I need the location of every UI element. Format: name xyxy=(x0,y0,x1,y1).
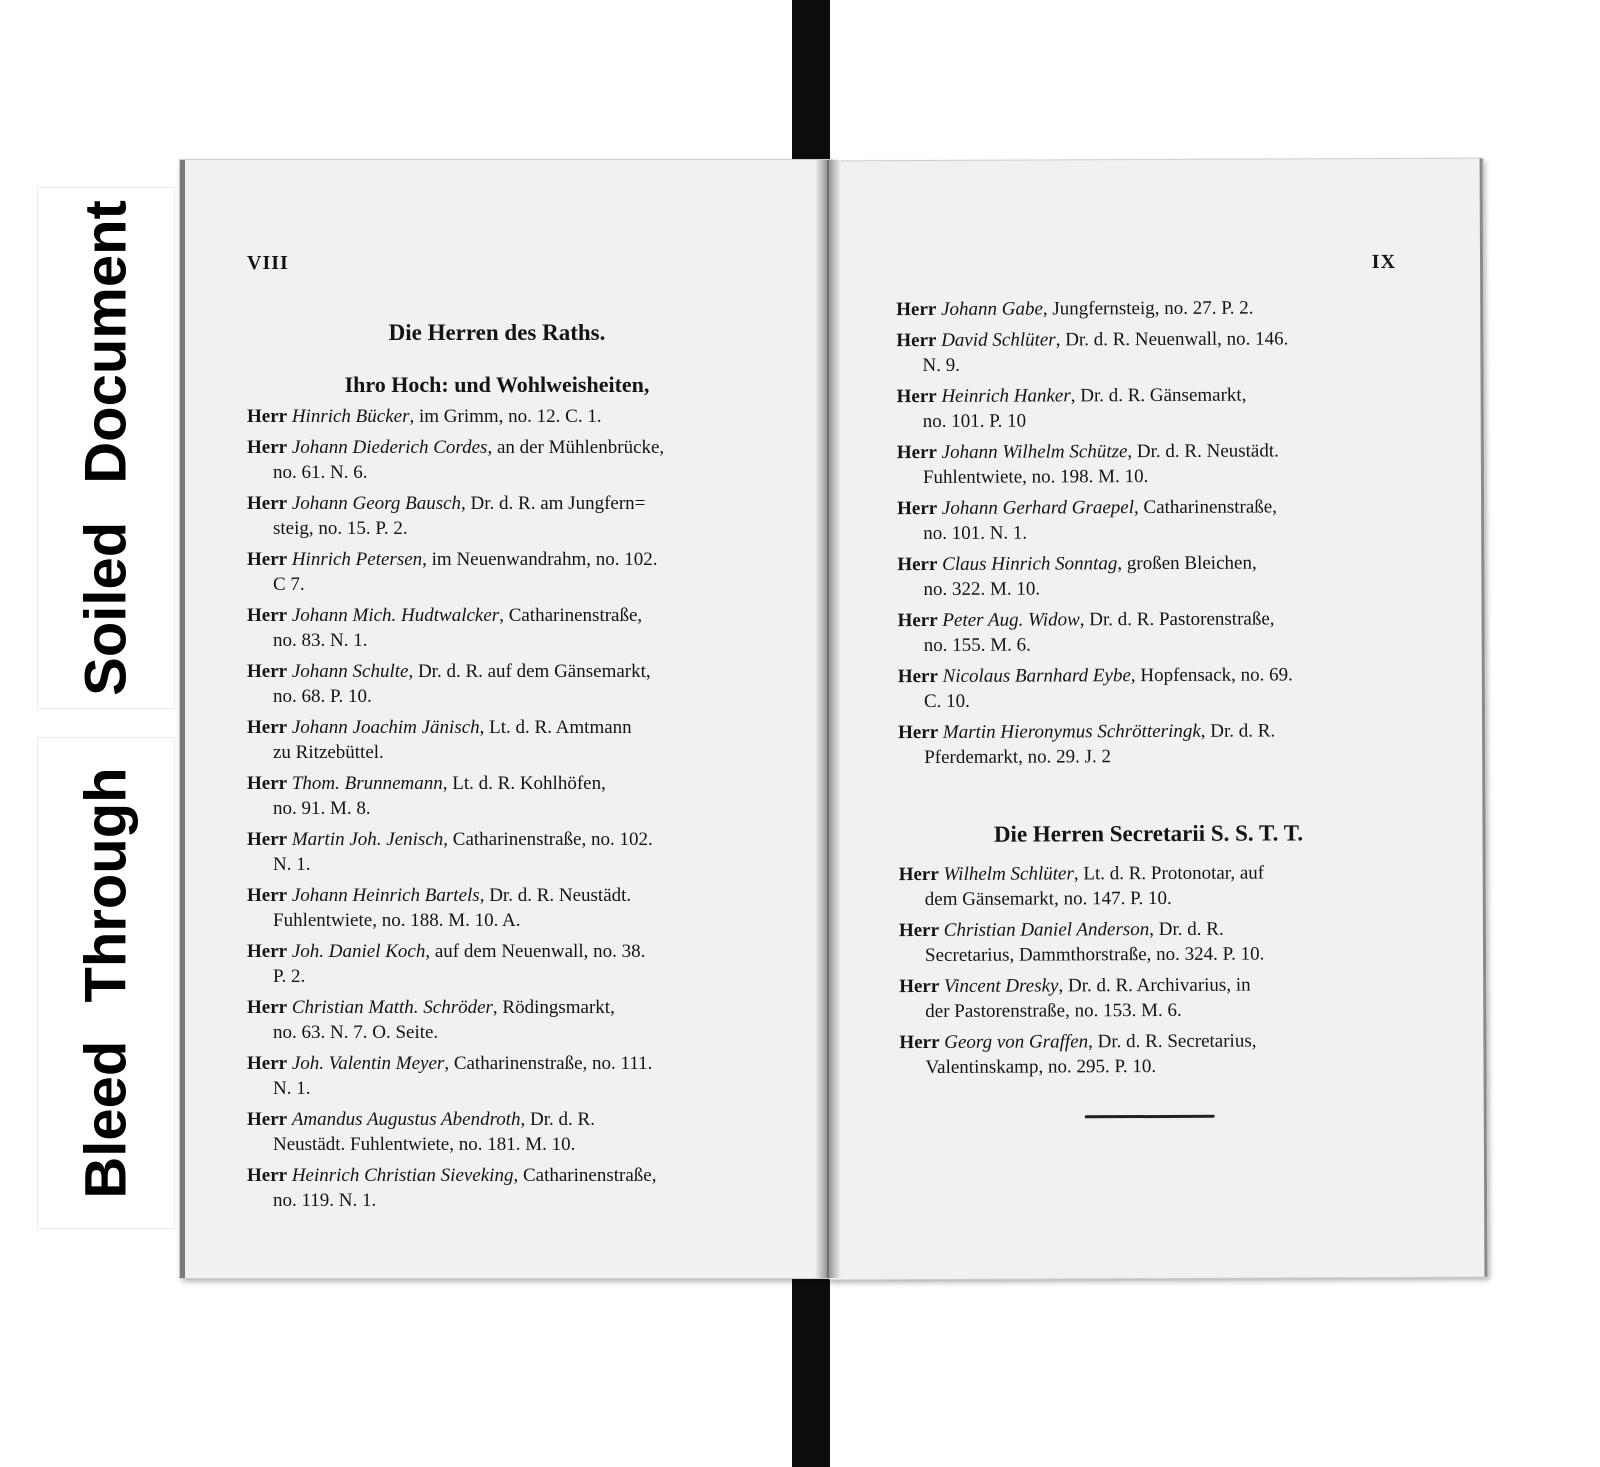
bleed-through-text: Bleed Through xyxy=(73,767,139,1199)
entry-continuation: N. 9. xyxy=(922,354,960,377)
left-page xyxy=(180,160,832,1278)
list-item xyxy=(247,827,747,877)
secretarii-heading: Die Herren Secretarii S. S. T. T. xyxy=(993,820,1304,847)
entry-line xyxy=(899,863,1265,886)
entry-name: Martin Hieronymus Schrötteringk xyxy=(942,720,1201,743)
entry-name: Joh. Daniel Koch xyxy=(291,941,426,962)
entry-title: Herr xyxy=(897,609,938,632)
entry-title: Herr xyxy=(247,717,288,738)
entry-line xyxy=(247,661,651,682)
entry-title: Herr xyxy=(896,329,937,352)
right-page-content xyxy=(896,295,1400,1119)
entry-continuation: no. 101. N. 1. xyxy=(923,522,1028,545)
entry-title: Herr xyxy=(896,385,937,408)
entry-name: Johann Wilhelm Schütze xyxy=(941,441,1128,463)
entry-continuation: no. 61. N. 6. xyxy=(273,462,368,483)
list-item xyxy=(247,547,747,597)
list-item xyxy=(247,995,747,1045)
entry-address: , Catharinenstraße, no. 111. xyxy=(444,1053,653,1074)
left-page-content xyxy=(247,320,747,1219)
entry-line xyxy=(247,717,632,738)
list-item xyxy=(247,603,747,653)
book-gutter xyxy=(815,160,841,1278)
entry-line xyxy=(247,941,645,962)
entry-name: Johann Mich. Hudtwalcker xyxy=(291,605,500,626)
entry-title: Herr xyxy=(247,437,288,458)
entry-title: Herr xyxy=(897,497,938,520)
entry-continuation: no. 83. N. 1. xyxy=(273,630,368,651)
entry-address: , Dr. d. R. xyxy=(520,1109,595,1130)
entry-line xyxy=(247,406,602,427)
entry-title: Herr xyxy=(899,975,940,998)
entry-name: Christian Daniel Anderson xyxy=(943,919,1150,941)
entry-continuation: zu Ritzebüttel. xyxy=(273,742,384,763)
entry-address: , Hopfensack, no. 69. xyxy=(1130,664,1293,687)
entry-continuation: dem Gänsemarkt, no. 147. P. 10. xyxy=(924,887,1172,911)
list-item xyxy=(247,939,747,989)
entry-continuation xyxy=(896,320,1396,322)
entry-address: , großen Bleichen, xyxy=(1117,552,1257,575)
entry-title: Herr xyxy=(247,829,288,850)
entry-address: , Catharinenstraße, xyxy=(499,605,643,626)
entry-address: , Dr. d. R. Neuenwall, no. 146. xyxy=(1055,328,1289,351)
entry-continuation: steig, no. 15. P. 2. xyxy=(273,518,408,539)
entry-name: Heinrich Hanker xyxy=(941,385,1071,407)
list-item xyxy=(899,860,1399,912)
entry-name: Johann Georg Bausch xyxy=(291,493,462,514)
entry-continuation: no. 68. P. 10. xyxy=(273,686,372,707)
entry-continuation: Neustädt. Fuhlentwiete, no. 181. M. 10. xyxy=(273,1134,576,1155)
entry-address: , Dr. d. R. auf dem Gänsemarkt, xyxy=(408,661,651,682)
entry-line xyxy=(898,720,1275,743)
entry-continuation: C 7. xyxy=(273,574,305,595)
entry-address: , Lt. d. R. Protonotar, auf xyxy=(1073,862,1265,885)
secretarii-list xyxy=(899,860,1400,1080)
entry-name: Johann Joachim Jänisch xyxy=(291,717,480,738)
entry-line xyxy=(247,829,653,850)
entry-title: Herr xyxy=(898,863,939,886)
entry-continuation: no. 91. M. 8. xyxy=(273,798,371,819)
entry-line xyxy=(897,440,1279,463)
list-item xyxy=(247,491,747,541)
list-item xyxy=(247,771,747,821)
entry-address: , Dr. d. R. Neustädt. xyxy=(479,885,632,906)
entry-continuation: der Pastorenstraße, no. 153. M. 6. xyxy=(925,999,1182,1023)
page-number-left: VIII xyxy=(247,252,289,274)
list-item xyxy=(247,715,747,765)
entry-continuation: no. 63. N. 7. O. Seite. xyxy=(273,1022,439,1043)
entry-title: Herr xyxy=(247,941,288,962)
entry-title: Herr xyxy=(896,441,937,464)
entry-address: , Dr. d. R. Archivarius, in xyxy=(1058,974,1251,997)
entry-address: , Jungfernsteig, no. 27. P. 2. xyxy=(1042,297,1254,320)
entry-address: , Dr. d. R. Secretarius, xyxy=(1088,1030,1257,1053)
entry-continuation: C. 10. xyxy=(923,690,970,713)
list-item xyxy=(899,972,1399,1024)
entry-line xyxy=(899,1031,1256,1054)
entry-address: , Lt. d. R. Amtmann xyxy=(479,717,632,738)
entry-continuation: no. 155. M. 6. xyxy=(923,634,1031,657)
entry-line xyxy=(896,298,1253,321)
entry-continuation: no. 322. M. 10. xyxy=(923,578,1041,601)
entry-line xyxy=(247,1053,652,1074)
entry-name: Hinrich Petersen xyxy=(291,549,423,570)
entry-continuation: no. 101. P. 10 xyxy=(922,410,1027,433)
entry-continuation: Pferdemarkt, no. 29. J. 2 xyxy=(924,746,1112,769)
entry-title: Herr xyxy=(897,553,938,576)
binding-strap-top xyxy=(792,0,830,168)
entry-name: Vincent Dresky xyxy=(943,975,1059,997)
entry-line xyxy=(898,664,1293,687)
list-item xyxy=(897,382,1397,434)
entry-title: Herr xyxy=(247,1165,288,1186)
entry-name: Johann Diederich Cordes xyxy=(291,437,488,458)
entry-continuation: P. 2. xyxy=(273,966,306,987)
entry-address: , Dr. d. R. Gänsemarkt, xyxy=(1070,384,1247,407)
soiled-document-label xyxy=(38,188,174,708)
entry-line xyxy=(247,1109,595,1130)
entry-line xyxy=(247,1165,656,1186)
entry-continuation: Fuhlentwiete, no. 188. M. 10. A. xyxy=(273,910,521,931)
entry-title: Herr xyxy=(899,1031,940,1054)
list-item xyxy=(896,295,1396,322)
list-item xyxy=(898,718,1398,770)
council-list-continued xyxy=(896,295,1398,770)
list-item xyxy=(899,1028,1399,1080)
entry-continuation: Secretarius, Dammthorstraße, no. 324. P. 10. xyxy=(924,943,1265,967)
entry-line xyxy=(897,385,1247,408)
list-item xyxy=(247,1051,747,1101)
entry-title: Herr xyxy=(247,605,288,626)
entry-name: Amandus Augustus Abendroth xyxy=(291,1109,521,1130)
entry-title: Herr xyxy=(247,1109,288,1130)
council-heading: Die Herren des Raths. xyxy=(388,320,606,345)
entry-title: Herr xyxy=(247,1053,288,1074)
entry-line xyxy=(247,997,615,1018)
entry-line xyxy=(247,605,642,626)
list-item xyxy=(899,916,1399,968)
entry-name: Claus Hinrich Sonntag xyxy=(942,553,1118,575)
entry-address: , Dr. d. R. Neustädt. xyxy=(1127,440,1279,463)
entry-name: David Schlüter xyxy=(941,329,1056,351)
entry-line xyxy=(247,437,664,458)
entry-title: Herr xyxy=(247,661,288,682)
entry-address: , Dr. d. R. xyxy=(1200,720,1276,742)
entry-address: , Dr. d. R. Pastorenstraße, xyxy=(1079,608,1275,631)
entry-name: Georg von Graffen xyxy=(944,1031,1089,1053)
entry-name: Johann Schulte xyxy=(291,661,409,682)
entry-address: , an der Mühlenbrücke, xyxy=(487,437,665,458)
list-item xyxy=(247,1107,747,1157)
entry-title: Herr xyxy=(898,919,940,942)
entry-address: , im Neuenwandrahm, no. 102. xyxy=(422,549,658,570)
entry-line xyxy=(899,919,1224,941)
entry-title: Herr xyxy=(247,549,288,570)
entry-continuation: no. 119. N. 1. xyxy=(273,1190,377,1211)
entry-line xyxy=(247,549,658,570)
entry-name: Nicolaus Barnhard Eybe xyxy=(942,665,1131,687)
soiled-document-text: Soiled Document xyxy=(73,200,139,696)
entry-name: Joh. Valentin Meyer xyxy=(291,1053,445,1074)
entry-address: , Lt. d. R. Kohlhöfen, xyxy=(442,773,606,794)
list-item xyxy=(898,606,1398,658)
right-page xyxy=(826,159,1488,1280)
entry-address: , auf dem Neuenwall, no. 38. xyxy=(425,941,646,962)
entry-title: Herr xyxy=(247,406,288,427)
entry-address: , Catharinenstraße, xyxy=(513,1165,657,1186)
entry-name: Wilhelm Schlüter xyxy=(943,863,1074,885)
entry-title: Herr xyxy=(247,997,288,1018)
list-item xyxy=(896,326,1396,378)
entry-address: , Rödingsmarkt, xyxy=(492,997,615,1018)
list-item xyxy=(898,662,1398,714)
page-number-right: IX xyxy=(1371,250,1397,274)
entry-address: , Dr. d. R. xyxy=(1149,918,1224,941)
entry-title: Herr xyxy=(247,493,288,514)
entry-name: Johann Gerhard Graepel xyxy=(941,497,1135,519)
entry-line xyxy=(247,773,606,794)
entry-name: Johann Heinrich Bartels xyxy=(291,885,480,906)
entry-line xyxy=(899,975,1251,998)
entry-name: Christian Matth. Schröder xyxy=(291,997,493,1018)
council-list xyxy=(247,404,747,1213)
list-item xyxy=(247,659,747,709)
list-item xyxy=(247,1163,747,1213)
bleed-through-label xyxy=(38,738,174,1228)
open-book xyxy=(180,160,1482,1278)
entry-address: , Dr. d. R. am Jungfern= xyxy=(461,493,646,514)
entry-line xyxy=(247,885,631,906)
entry-address: , im Grimm, no. 12. C. 1. xyxy=(409,406,602,427)
entry-line xyxy=(247,493,645,514)
entry-address: , Catharinenstraße, no. 102. xyxy=(443,829,653,850)
entry-continuation: Valentinskamp, no. 295. P. 10. xyxy=(925,1056,1157,1079)
entry-continuation: N. 1. xyxy=(273,854,311,875)
entry-name: Heinrich Christian Sieveking xyxy=(291,1165,514,1186)
binding-strap-bottom xyxy=(792,1276,830,1467)
entry-title: Herr xyxy=(247,773,288,794)
entry-name: Peter Aug. Widow xyxy=(942,609,1080,631)
list-item xyxy=(247,883,747,933)
entry-name: Martin Joh. Jenisch xyxy=(291,829,444,850)
entry-continuation: N. 1. xyxy=(273,1078,311,1099)
entry-line xyxy=(897,496,1277,519)
list-item xyxy=(897,494,1397,546)
council-subheading: Ihro Hoch: und Wohlweisheiten, xyxy=(344,372,650,397)
entry-title: Herr xyxy=(898,721,939,744)
entry-name: Thom. Brunnemann xyxy=(291,773,443,794)
entry-name: Hinrich Bücker xyxy=(291,406,410,427)
entry-line xyxy=(897,553,1256,576)
entry-name: Johann Gabe xyxy=(940,298,1043,320)
list-item xyxy=(247,435,747,485)
entry-line xyxy=(896,328,1288,351)
entry-title: Herr xyxy=(247,885,288,906)
entry-line xyxy=(898,608,1275,631)
list-item xyxy=(247,404,747,429)
list-item xyxy=(897,438,1397,490)
list-item xyxy=(897,550,1397,602)
entry-title: Herr xyxy=(897,665,938,688)
entry-address: , Catharinenstraße, xyxy=(1133,496,1278,519)
end-rule xyxy=(1085,1115,1215,1119)
entry-continuation: Fuhlentwiete, no. 198. M. 10. xyxy=(922,466,1149,489)
entry-title: Herr xyxy=(896,298,937,321)
